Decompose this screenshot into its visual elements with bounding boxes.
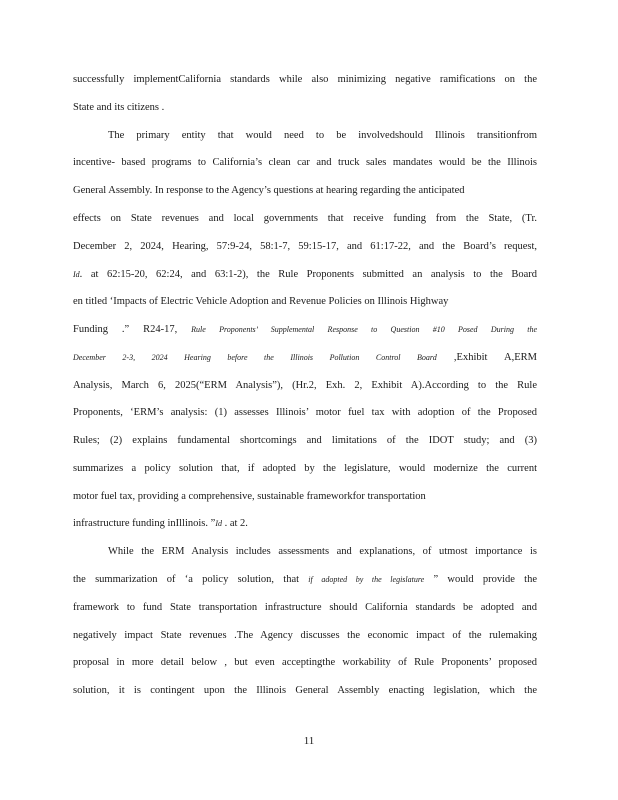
text-segment: incentive- based programs to California’s clean car and truck sales mandates would be the Illinois [73, 157, 537, 168]
text-line [73, 573, 537, 587]
text-line [73, 212, 537, 226]
text-line [73, 517, 537, 531]
text-segment: General Assembly. In response to the Agency’s questions at hearing regarding the anticipated [73, 185, 465, 196]
text-segment: ,Exhibit A,ERM [436, 352, 537, 363]
text-line [73, 184, 537, 198]
text-line [73, 629, 537, 643]
text-line [73, 462, 537, 476]
text-line [73, 379, 537, 393]
text-segment: ” would provide the [424, 574, 537, 585]
text-line [73, 323, 537, 337]
text-segment: en titled ‘Impacts of Electric Vehicle Adoption and Revenue Policies on Illinois Highway [73, 296, 449, 307]
text-line [73, 406, 537, 420]
text-segment: motor fuel tax, providing a comprehensive, sustainable frameworkfor transportation [73, 491, 426, 502]
italic-citation: Rule Proponents’ Supplemental Response to Question #10 Posed During the [191, 325, 537, 334]
text-segment: summarizes a policy solution that, if adopted by the legislature, would modernize the current [73, 463, 537, 474]
text-segment: negatively impact State revenues .The Agency discusses the economic impact of the rulemaking [73, 630, 537, 641]
text-segment: Analysis, March 6, 2025(“ERM Analysis”), (Hr.2, Exh. 2, Exhibit A).According to the Rule [73, 380, 537, 391]
text-line [73, 268, 537, 282]
text-segment: Rules; (2) explains fundamental shortcomings and limitations of the IDOT study; and (3) [73, 435, 537, 446]
text-segment: solution, it is contingent upon the Illinois General Assembly enacting legislation, which the [73, 685, 537, 696]
text-line [73, 434, 537, 448]
text-segment: Proponents, ‘ERM’s analysis: (1) assesses Illinois’ motor fuel tax with adoption of the Proposed [73, 407, 537, 418]
text-line [73, 240, 537, 254]
text-segment: . at 62:15-20, 62:24, and 63:1-2), the Rule Proponents submitted an analysis to the Board [79, 269, 537, 280]
text-line [73, 295, 537, 309]
page-number: 11 [303, 735, 315, 747]
text-line [73, 601, 537, 615]
text-segment: framework to fund State transportation infrastructure should California standards be adopted and [73, 602, 537, 613]
text-line [73, 684, 537, 698]
text-segment: Funding .” R24-17, [73, 324, 192, 335]
text-line [73, 351, 537, 365]
text-line [73, 73, 537, 87]
text-segment: While the ERM Analysis includes assessments and explanations, of utmost importance is [108, 546, 537, 557]
text-segment: proposal in more detail below , but even acceptingthe workability of Rule Proponents’ proposed [73, 657, 537, 668]
text-line [108, 129, 537, 143]
text-segment: State and its citizens . [73, 102, 165, 113]
italic-citation: Id [73, 270, 80, 279]
text-segment: December 2, 2024, Hearing, 57:9-24, 58:1-7, 59:15-17, and 61:17-22, and the Board’s request, [73, 241, 537, 252]
text-segment: infrastructure funding inIllinois. ” [73, 518, 216, 529]
italic-citation: Id [215, 519, 222, 528]
text-line [73, 656, 537, 670]
text-line [108, 545, 537, 559]
text-line [73, 490, 537, 504]
text-segment: the summarization of ‘a policy solution, that [73, 574, 309, 585]
text-segment: effects on State revenues and local governments that receive funding from the State, (Tr. [73, 213, 537, 224]
italic-citation: if adopted by the legislature [308, 575, 425, 584]
italic-citation: December 2-3, 2024 Hearing before the Illinois Pollution Control Board [73, 353, 437, 362]
text-line [73, 101, 537, 115]
text-segment: . at 2. [221, 518, 248, 529]
text-line [73, 156, 537, 170]
text-segment: The primary entity that would need to be involvedshould Illinois transitionfrom [108, 130, 537, 141]
text-segment: successfully implementCalifornia standards while also minimizing negative ramifications on the [73, 74, 537, 85]
